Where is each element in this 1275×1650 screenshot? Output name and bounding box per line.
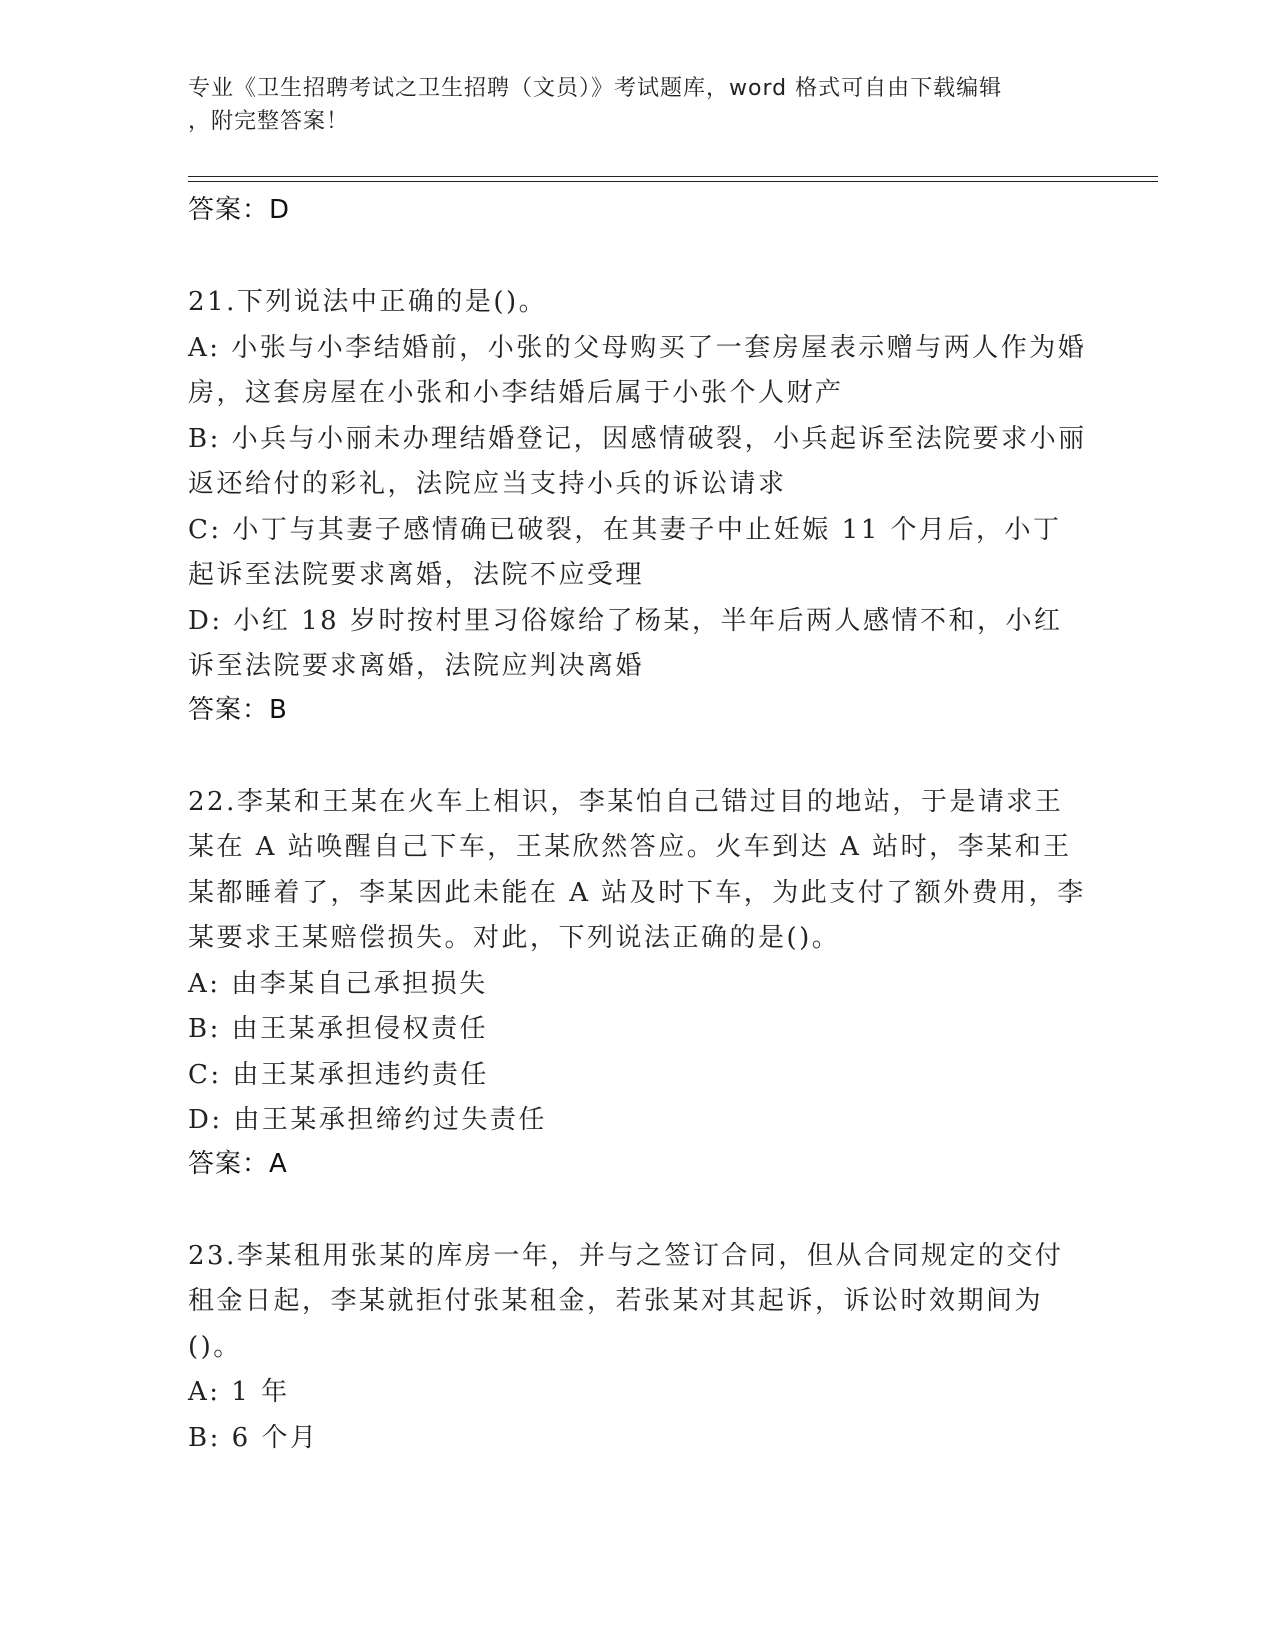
question-answer: 答案：B [188,694,288,725]
previous-answer: 答案：D [188,195,291,225]
header-divider-top [188,176,1158,177]
option-b: B: 6 个月 [188,1422,319,1453]
header-divider-bottom [188,181,1158,182]
question-answer: 答案：A [188,1148,288,1179]
header-line-1: 专业《卫生招聘考试之卫生招聘（文员）》考试题库，word 格式可自由下载编辑 [188,76,1003,101]
question-stem: 23.李某租用张某的库房一年，并与之签订合同，但从合同规定的交付租金日起，李某就拒付张某租金，若张某对其起诉，诉讼时效期间为()。 [188,1240,1064,1362]
header-line-2: ，附完整答案！ [188,109,350,134]
option-a: A: 1 年 [188,1377,290,1407]
question-23 [188,1234,1088,1462]
option-c: C: 由王某承担违约责任 [188,1059,489,1090]
question-21 [188,280,1088,736]
option-b: B: 由王某承担侵权责任 [188,1014,489,1044]
option-a: A: 小张与小李结婚前，小张的父母购买了一套房屋表示赠与两人作为婚房，这套房屋在小张和小李结婚后属于小张个人财产 [188,332,1087,408]
option-b: B: 小兵与小丽未办理结婚登记，因感情破裂，小兵起诉至法院要求小丽返还给付的彩礼，法院应当支持小兵的诉讼请求 [188,423,1087,499]
question-stem: 21.下列说法中正确的是()。 [188,287,548,317]
option-a: A: 由李某自己承担损失 [188,968,488,999]
option-d: D: 由王某承担缔约过失责任 [188,1105,547,1135]
question-22 [188,780,1088,1190]
option-d: D: 小红 18 岁时按村里习俗嫁给了杨某，半年后两人感情不和，小红诉至法院要求离婚，法院应判决离婚 [188,605,1063,681]
question-list [188,190,1088,1461]
question-stem: 22.李某和王某在火车上相识，李某怕自己错过目的地站，于是请求王某在 A 站唤醒自己下车，王某欣然答应。火车到达 A 站时，李某和王某都睡着了，李某因此未能在 A 站及时下车，为此支付了额外费用，李某要求王某赔偿损失。对此，下列说法正确的是()。 [188,786,1086,953]
document-header [188,72,1068,138]
option-c: C: 小丁与其妻子感情确已破裂，在其妻子中止妊娠 11 个月后，小丁起诉至法院要求离婚，法院不应受理 [188,514,1062,590]
